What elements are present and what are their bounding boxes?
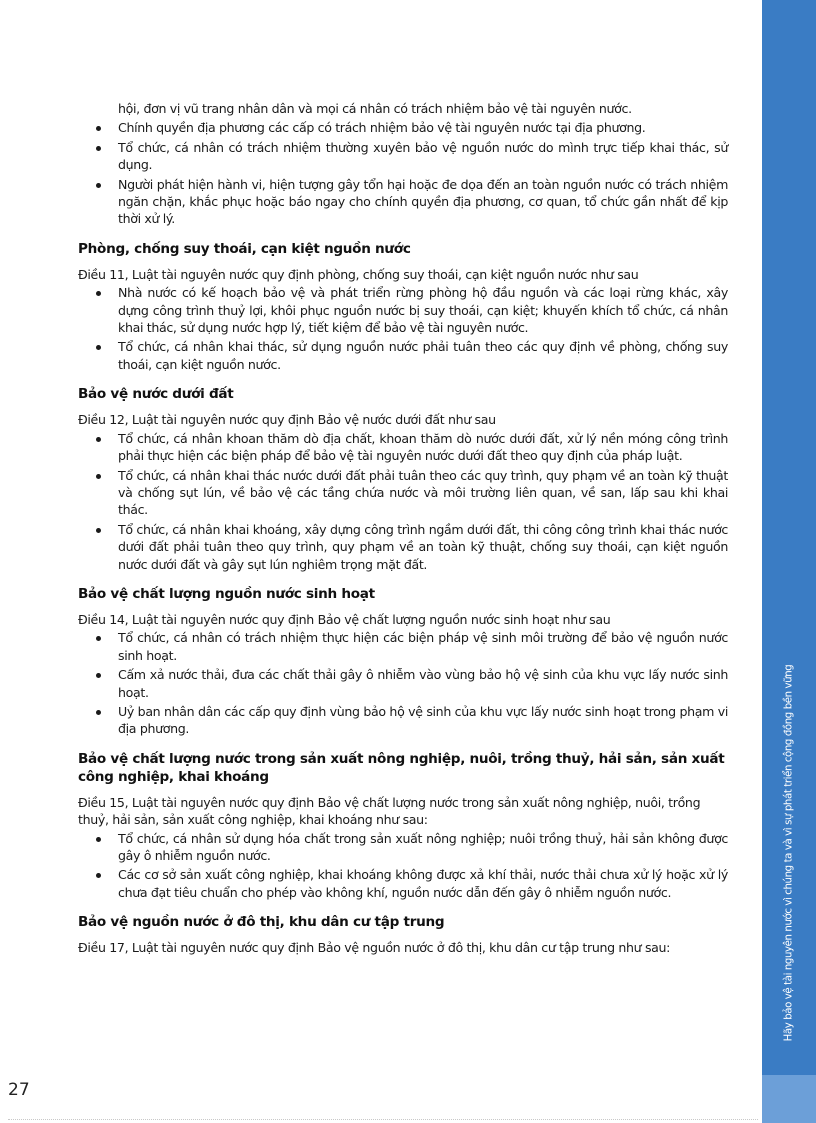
bullet-list bbox=[78, 284, 728, 373]
list-item: Tổ chức, cá nhân có trách nhiệm thực hiện các biện pháp vệ sinh môi trường để bảo vệ nguồn nước sinh hoạt. bbox=[78, 629, 728, 664]
section-heading: Bảo vệ chất lượng nước trong sản xuất nông nghiệp, nuôi, trồng thuỷ, hải sản, sản xuất công nghiệp, khai khoáng bbox=[78, 750, 725, 785]
section-intro: Điều 15, Luật tài nguyên nước quy định Bảo vệ chất lượng nước trong sản xuất nông nghiệp, nuôi, trồng thuỷ, hải sản, sản xuất công nghiệp, khai khoáng như sau: bbox=[78, 794, 701, 828]
list-item: Tổ chức, cá nhân khai thác nước dưới đất phải tuân theo các quy trình, quy phạm về an toàn kỹ thuật và chống sụt lún, về bảo vệ các tầng chứa nước và môi trường liên quan, về san, lấp sau khi khai thác. bbox=[78, 467, 728, 519]
intro-continuation: hội, đơn vị vũ trang nhân dân và mọi cá nhân có trách nhiệm bảo vệ tài nguyên nước. bbox=[118, 101, 632, 116]
section-intro: Điều 14, Luật tài nguyên nước quy định Bảo vệ chất lượng nguồn nước sinh hoạt như sau bbox=[78, 611, 611, 627]
section-prevent-degradation bbox=[78, 240, 728, 373]
bullet-list bbox=[78, 430, 728, 573]
list-item: Nhà nước có kế hoạch bảo vệ và phát triển rừng phòng hộ đầu nguồn và các loại rừng khác, xây dựng công trình thuỷ lợi, khôi phục nguồn nước bị suy thoái, cạn kiệt; khuyến khích tổ chức, cá nhân khai thác, sử dụng nước hợp lý, tiết kiệm để bảo vệ tài nguyên nước. bbox=[78, 284, 728, 336]
section-heading: Phòng, chống suy thoái, cạn kiệt nguồn nước bbox=[78, 240, 411, 257]
footer-divider bbox=[8, 1119, 758, 1120]
section-intro: Điều 17, Luật tài nguyên nước quy định Bảo vệ nguồn nước ở đô thị, khu dân cư tập trung như sau: bbox=[78, 940, 671, 956]
section-urban-water bbox=[78, 913, 728, 956]
bullet-list bbox=[78, 830, 728, 902]
list-item: Tổ chức, cá nhân khai khoáng, xây dựng công trình ngầm dưới đất, thi công công trình khai thác nước dưới đất phải tuân theo quy trình, quy phạm về an toàn kỹ thuật, chống suy thoái, cạn kiệt nguồn nước dưới đất và gây sụt lún nghiêm trọng mặt đất. bbox=[78, 521, 728, 573]
intro-bullet-list bbox=[78, 119, 728, 227]
list-item: Tổ chức, cá nhân có trách nhiệm thường xuyên bảo vệ nguồn nước do mình trực tiếp khai thác, sử dụng. bbox=[78, 139, 728, 174]
section-production-water bbox=[78, 750, 728, 901]
section-groundwater bbox=[78, 385, 728, 573]
list-item: Tổ chức, cá nhân khai thác, sử dụng nguồn nước phải tuân theo các quy định về phòng, chống suy thoái, cạn kiệt nguồn nước. bbox=[78, 338, 728, 373]
list-item: Uỷ ban nhân dân các cấp quy định vùng bảo hộ vệ sinh của khu vực lấy nước sinh hoạt trong phạm vi địa phương. bbox=[78, 703, 728, 738]
section-domestic-water bbox=[78, 585, 728, 738]
list-item: Tổ chức, cá nhân khoan thăm dò địa chất, khoan thăm dò nước dưới đất, xử lý nền móng công trình phải thực hiện các biện pháp để bảo vệ tài nguyên nước dưới đất theo quy định của pháp luật. bbox=[78, 430, 728, 465]
section-intro: Điều 12, Luật tài nguyên nước quy định Bảo vệ nước dưới đất như sau bbox=[78, 412, 496, 428]
section-intro: Điều 11, Luật tài nguyên nước quy định phòng, chống suy thoái, cạn kiệt nguồn nước như sau bbox=[78, 266, 639, 282]
list-item: Chính quyền địa phương các cấp có trách nhiệm bảo vệ tài nguyên nước tại địa phương. bbox=[78, 119, 728, 136]
bullet-list bbox=[78, 629, 728, 737]
list-item: Người phát hiện hành vi, hiện tượng gây tổn hại hoặc đe dọa đến an toàn nguồn nước có trách nhiệm ngăn chặn, khắc phục hoặc báo ngay cho chính quyền địa phương, cơ quan, tổ chức gần nhất để kịp thời xử lý. bbox=[78, 176, 728, 228]
sidebar-band-bottom bbox=[762, 1075, 816, 1123]
sidebar-slogan: Hãy bảo vệ tài nguyên nước vì chúng ta và vì sự phát triển cộng đồng bền vững bbox=[783, 664, 795, 1042]
section-heading: Bảo vệ nước dưới đất bbox=[78, 386, 234, 403]
page-body bbox=[78, 100, 728, 958]
page-number: 27 bbox=[8, 1080, 30, 1100]
list-item: Các cơ sở sản xuất công nghiệp, khai khoáng không được xả khí thải, nước thải chưa xử lý hoặc xử lý chưa đạt tiêu chuẩn cho phép vào không khí, nguồn nước dẫn đến gây ô nhiễm nguồn nước. bbox=[78, 866, 728, 901]
section-heading: Bảo vệ nguồn nước ở đô thị, khu dân cư tập trung bbox=[78, 914, 445, 931]
section-heading: Bảo vệ chất lượng nguồn nước sinh hoạt bbox=[78, 585, 375, 602]
list-item: Cấm xả nước thải, đưa các chất thải gây ô nhiễm vào vùng bảo hộ vệ sinh của khu vực lấy nước sinh hoạt. bbox=[78, 666, 728, 701]
list-item: Tổ chức, cá nhân sử dụng hóa chất trong sản xuất nông nghiệp; nuôi trồng thuỷ, hải sản không được gây ô nhiễm nguồn nước. bbox=[78, 830, 728, 865]
